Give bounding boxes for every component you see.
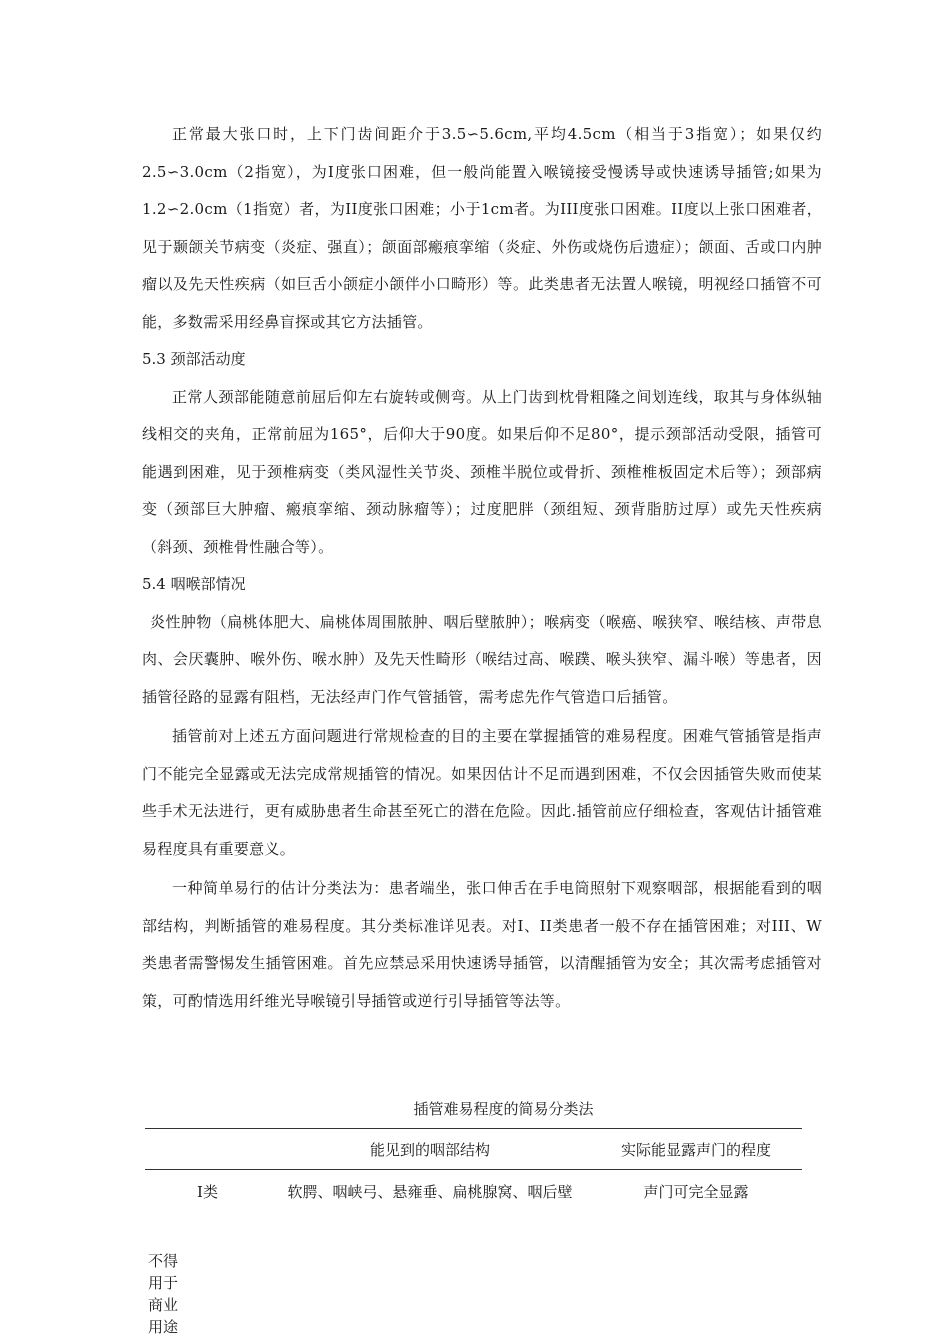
paragraph-classification-method: 一种简单易行的估计分类法为：患者端坐，张口伸舌在手电筒照射下观察咽部，根据能看到的咽部结构，判断插管的难易程度。其分类标准详见表。对I、II类患者一般不存在插管困难；对III、W类患者需警惕发生插管困难。首先应禁忌采用快速诱导插管，以清醒插管为安全；其次需考虑插管对策，可酌情选用纤维光导喉镜引导插管或逆行引导插管等法等。 bbox=[142, 879, 822, 1010]
header-category bbox=[145, 1129, 270, 1170]
table-title: 插管难易程度的简易分类法 bbox=[413, 1100, 594, 1118]
classification-table-section bbox=[145, 1094, 802, 1212]
table-row bbox=[145, 1170, 802, 1213]
cell-structure: 软腭、咽峡弓、悬雍垂、扁桃腺窝、咽后壁 bbox=[287, 1182, 573, 1201]
paragraph-mouth-opening: 正常最大张口时，上下门齿间距介于3.5∽5.6cm,平均4.5cm（相当于3指宽）；如果仅约2.5∽3.0cm（2指宽），为I度张口困难，但一般尚能置入喉镜接受慢诱导或快速诱导插管;如果为1.2∽2.0cm（1指宽）者，为II度张口困难；小于1cm者。为III度张口困难。II度以上张口困难者，见于颞颌关节病变（炎症、强直）；颌面部瘢痕挛缩（炎症、外伤或烧伤后遗症）；颌面、舌或口内肿瘤以及先天性疾病（如巨舌小颌症小颌伴小口畸形）等。此类患者无法置人喉镜，明视经口插管不可能，多数需采用经鼻盲探或其它方法插管。 bbox=[142, 125, 822, 331]
section-heading-5-4: 5.4 咽喉部情况 bbox=[142, 575, 246, 593]
watermark-text: 不得用于商业用途 bbox=[148, 1252, 179, 1336]
paragraph-pharynx: 炎性肿物（扁桃体肥大、扁桃体周围脓肿、咽后壁脓肿）；喉病变（喉癌、喉狭窄、喉结核、声带息肉、会厌囊肿、喉外伤、喉水肿）及先天性畸形（喉结过高、喉蹼、喉头狭窄、漏斗喉）等患者，因插管径路的显露有阻档，无法经声门作气管插管，需考虑先作气管造口后插管。 bbox=[142, 612, 822, 706]
section-heading-5-3: 5.3 颈部活动度 bbox=[142, 350, 246, 368]
header-degree: 实际能显露声门的程度 bbox=[620, 1140, 771, 1159]
cell-category: I类 bbox=[197, 1182, 218, 1201]
header-structure: 能见到的咽部结构 bbox=[369, 1140, 490, 1159]
cell-degree: 声门可完全显露 bbox=[643, 1182, 749, 1201]
document-body bbox=[142, 116, 822, 1020]
paragraph-neck-mobility: 正常人颈部能随意前屈后仰左右旋转或侧弯。从上门齿到枕骨粗隆之间划连线，取其与身体纵轴线相交的夹角，正常前屈为165°，后仰大于90度。如果后仰不足80°，提示颈部活动受限，插管可能遇到困难，见于颈椎病变（类风湿性关节炎、颈椎半脱位或骨折、颈椎椎板固定术后等）；颈部病变（颈部巨大肿瘤、瘢痕挛缩、颈动脉瘤等）；过度肥胖（颈组短、颈背脂肪过厚）或先天性疾病（斜颈、颈椎骨性融合等）。 bbox=[142, 387, 822, 556]
table-header-row bbox=[145, 1129, 802, 1170]
classification-table bbox=[145, 1128, 802, 1212]
paragraph-pre-intubation-check: 插管前对上述五方面问题进行常规检查的目的主要在掌握插管的难易程度。困难气管插管是指声门不能完全显露或无法完成常规插管的情况。如果因估计不足而遇到困难，不仅会因插管失败而使某些手术无法进行，更有威胁患者生命甚至死亡的潜在危险。因此.插管前应仔细检查，客观估计插管难易程度具有重要意义。 bbox=[142, 727, 822, 858]
